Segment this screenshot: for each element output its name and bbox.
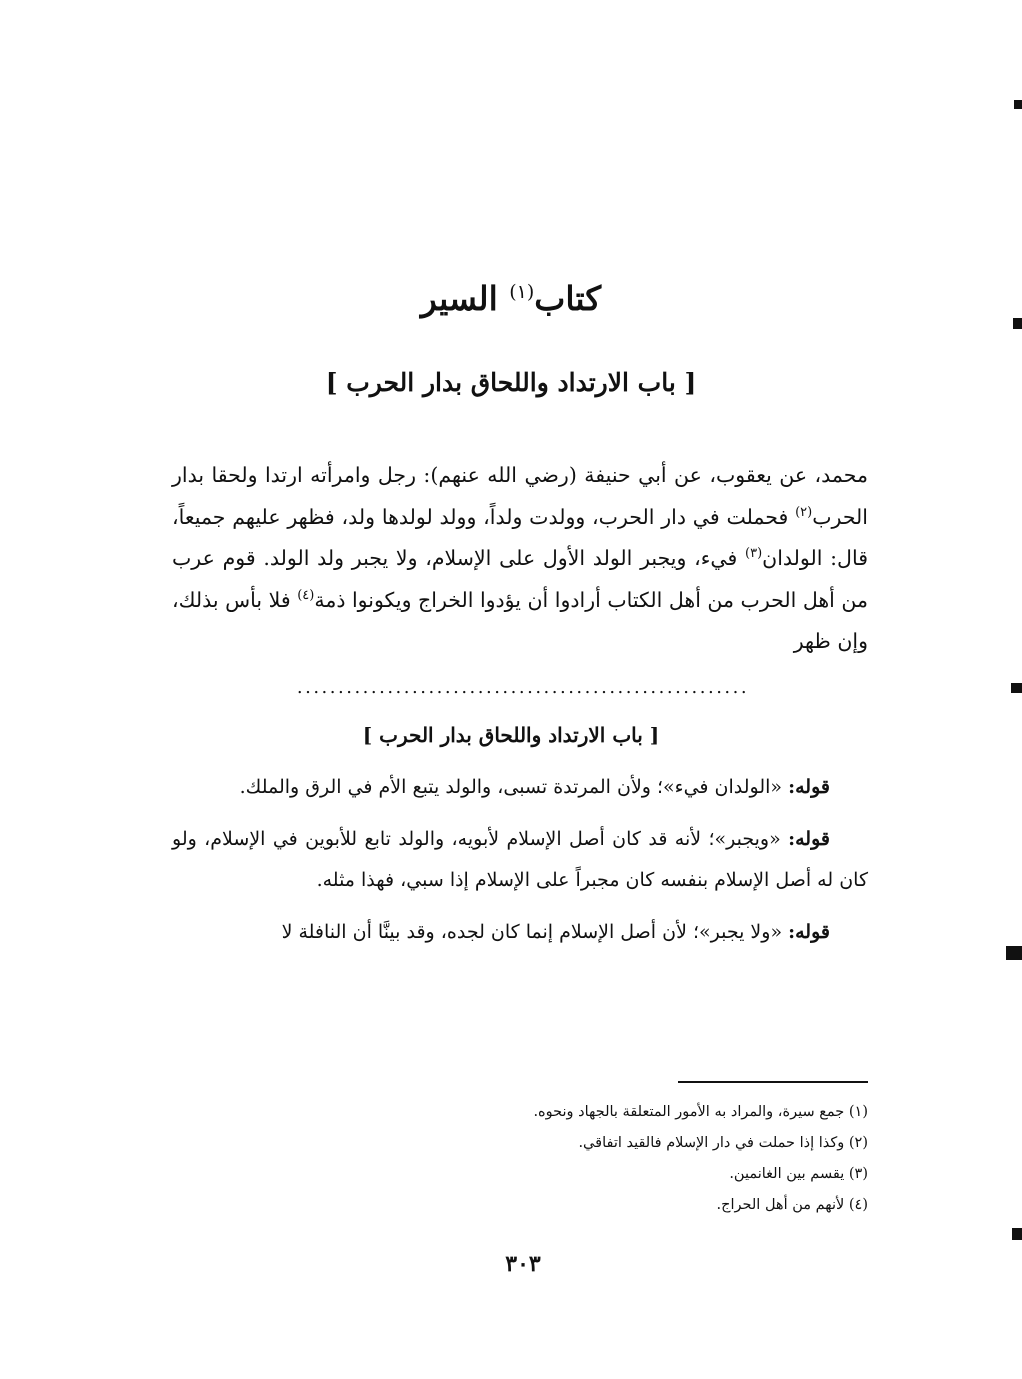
chapter-heading: [ باب الارتداد واللحاق بدار الحرب ] [325,368,697,397]
commentary-heading: [ باب الارتداد واللحاق بدار الحرب ] [362,723,660,747]
commentary-keyword: قوله: [788,828,830,850]
commentary-text: «الولدان فيء»؛ ولأن المرتدة تسبى، والولد يتبع الأم في الرق والملك. [239,776,789,798]
commentary-paragraph [172,767,868,808]
commentary-section [172,767,868,964]
scan-edge-mark [1014,100,1022,109]
title-footnote-marker: (١) [509,281,535,303]
main-text [172,455,868,663]
commentary-text: «ويجبر»؛ لأنه قد كان أصل الإسلام لأبويه، والولد تابع للأبوين في الإسلام، ولو كان له أصل الإسلام بنفسه كان مجبراً على الإسلام إذا سبي، فهذا مثله. [172,828,868,891]
footnotes [400,1097,868,1221]
title-word-siyar: السير [420,279,498,318]
commentary-paragraph [172,912,868,953]
commentary-keyword: قوله: [788,921,830,943]
page-number: ٣٠٣ [505,1251,541,1277]
footnote: (٣) يقسم بين الغانمين. [729,1166,868,1182]
footnote-marker: (٢) [795,504,813,520]
commentary-paragraph [172,819,868,901]
main-text-segment: محمد، عن يعقوب، عن أبي حنيفة (رضي الله عنهم): رجل وامرأته ارتدا ولحقا بدار الحرب [172,463,868,529]
commentary-keyword: قوله: [788,776,830,798]
scan-edge-mark [1006,946,1022,960]
title-word-kitab: كتاب [534,279,602,318]
footnote: (١) جمع سيرة، والمراد به الأمور المتعلقة بالجهاد ونحوه. [533,1104,868,1120]
book-title [0,262,1022,329]
scan-edge-mark [1013,318,1022,329]
main-text-segment: فلا بأس بذلك، وإن ظهر [172,587,868,653]
dotted-separator: ....................................................... [296,677,750,698]
scan-edge-mark [1012,1228,1022,1240]
footnote-rule [678,1081,868,1083]
main-text-segment: فيء، ويجبر الولد الأول على الإسلام، ولا يجبر ولد الولد. قوم عرب من أهل الحرب من أهل الكتاب أرادوا أن يؤدوا الخراج ويكونوا ذمة [172,546,868,612]
scan-edge-mark [1011,683,1022,693]
footnote: (٢) وكذا إذا حملت في دار الإسلام فالقيد اتفاقي. [578,1135,868,1151]
commentary-text: «ولا يجبر»؛ لأن أصل الإسلام إنما كان لجده، وقد بينَّا أن النافلة لا [281,921,789,943]
footnote-marker: (٣) [745,546,763,562]
footnote: (٤) لأنهم من أهل الحراج. [716,1197,868,1213]
main-text-segment: فحملت في دار الحرب، وولدت ولداً، وولد لولدها ولد، فظهر عليهم جميعاً، قال: الولدان [172,504,868,570]
footnote-marker: (٤) [297,587,315,603]
